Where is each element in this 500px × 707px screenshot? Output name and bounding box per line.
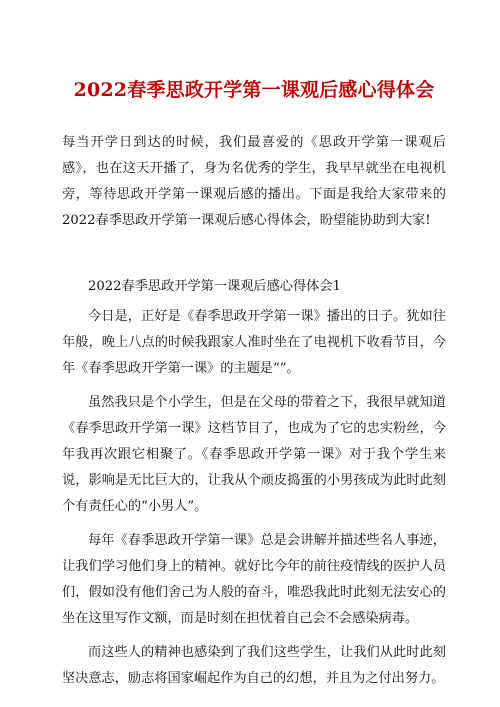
body-paragraph-3: 每年《春季思政开学第一课》总是会讲解并描述些名人事迹，让我们学习他们身上的精神。就好比今年的前往疫情线的医护人员们，假如没有他们舍己为人般的奋斗，唯恐我此时此刻无法安心的坐在这里写作文额，而是时刻在担忧着自己会不会感染病毒。 (62, 533, 446, 626)
body-paragraph-2: 虽然我只是个小学生，但是在父母的带着之下，我很早就知道《春季思政开学第一课》这档节目了，也成为了它的忠实粉丝，今年我再次跟它相聚了。《春季思政开学第一课》对于我个学生来说，影响是无比巨大的，让我从个顽皮捣蛋的小男孩成为此时此刻个有责任心的“小男人”。 (62, 395, 446, 514)
document-title: 2022春季思政开学第一课观后感心得体会 (73, 79, 435, 101)
body-paragraph-4: 而这些人的精神也感染到了我们这些学生，让我们从此时此刻坚决意志，励志将国家崛起作为自己的幻想，并且为之付出努力。 (62, 645, 446, 686)
section-title: 2022春季思政开学第一课观后感心得体会1 (88, 279, 341, 294)
body-paragraph-1: 今日是，正好是《春季思政开学第一课》播出的日子。犹如往年般，晚上八点的时候我跟家人准时坐在了电视机下收看节目，今年《春季思政开学第一课》的主题是“”。 (62, 309, 446, 376)
intro-paragraph: 每当开学日到达的时候，我们最喜爱的《思政开学第一课观后感》，也在这天开播了，身为名优秀的学生，我早早就坐在电视机旁，等待思政开学第一课观后感的播出。下面是我给大家带来的2022春季思政开学第一课观后感心得体会，盼望能协助到大家! (62, 135, 446, 228)
